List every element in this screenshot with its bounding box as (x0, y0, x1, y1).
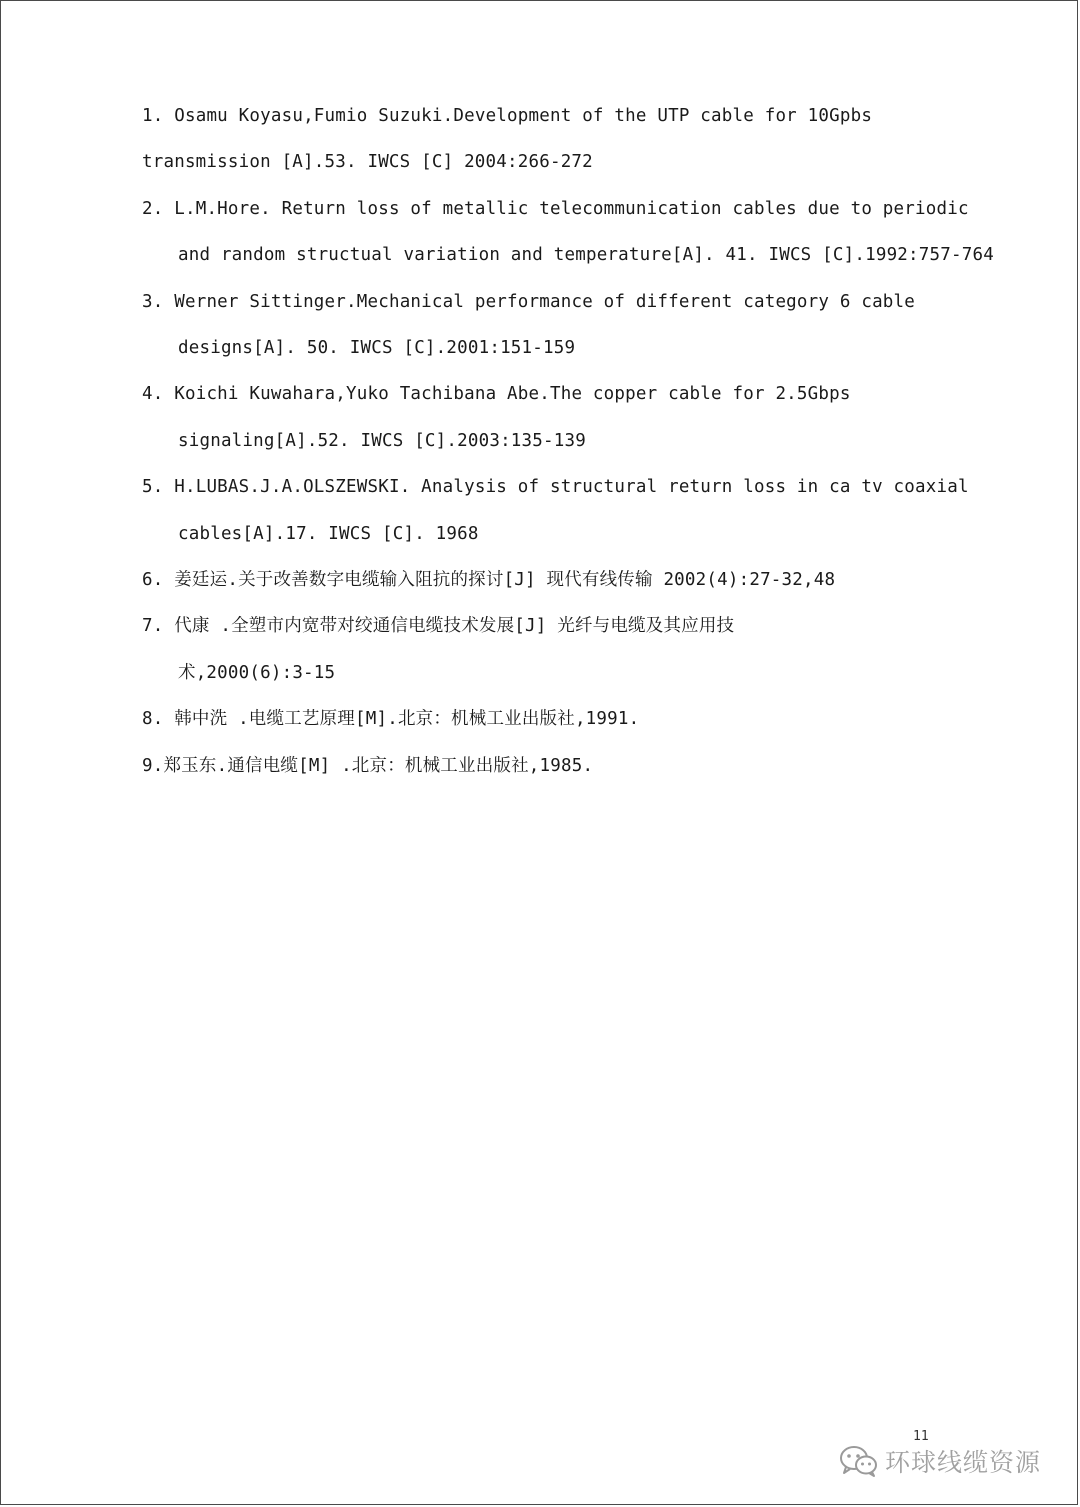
reference-line (142, 186, 969, 232)
reference-item-9 (142, 743, 962, 789)
reference-number: 8. (142, 709, 164, 730)
reference-number: 7. (142, 616, 164, 637)
reference-number: 9. (142, 755, 164, 776)
reference-text: Koichi Kuwahara,Yuko Tachibana Abe.The copper cable for 2.5Gbps (174, 384, 851, 405)
reference-item-8 (142, 696, 962, 742)
reference-item-7 (142, 603, 962, 696)
reference-text: 韩中洗 .电缆工艺原理[M].北京：机械工业出版社,1991. (174, 709, 640, 730)
reference-line (142, 93, 962, 139)
reference-text: 代康 .全塑市内宽带对绞通信电缆技术发展[J] 光纤与电缆及其应用技 (174, 616, 735, 637)
reference-line: designs[A]. 50. IWCS [C].2001:151-159 (178, 338, 576, 359)
reference-text: Werner Sittinger.Mechanical performance of different category 6 cable (174, 291, 916, 312)
reference-line (142, 279, 962, 325)
reference-line (142, 371, 962, 417)
reference-number: 1. (142, 106, 164, 126)
reference-line: signaling[A].52. IWCS [C].2003:135-139 (178, 430, 586, 451)
reference-line (142, 464, 969, 510)
reference-text: Osamu Koyasu,Fumio Suzuki.Development of the UTP cable for 10Gpbs (174, 106, 873, 126)
reference-item-6 (142, 557, 962, 603)
reference-text: 姜廷运.关于改善数字电缆输入阻抗的探讨[J] 现代有线传输 2002(4):27-32,48 (174, 570, 836, 591)
reference-number: 4. (142, 384, 164, 405)
reference-line: 术,2000(6):3-15 (178, 662, 336, 683)
reference-item-5 (142, 464, 969, 557)
reference-number: 6. (142, 570, 164, 591)
wechat-icon (839, 1444, 879, 1478)
reference-item-4 (142, 371, 962, 464)
reference-line: transmission [A].53. IWCS [C] 2004:266-272 (142, 152, 593, 173)
reference-item-2 (142, 186, 994, 279)
reference-number: 3. (142, 291, 164, 312)
reference-item-3 (142, 279, 962, 372)
reference-line: and random structual variation and temperature[A]. 41. IWCS [C].1992:757-764 (178, 245, 994, 266)
reference-line (142, 557, 962, 603)
watermark-text: 环球线缆资源 (885, 1448, 1042, 1477)
page-number: 11 (913, 1429, 929, 1444)
reference-line (142, 603, 962, 649)
reference-number: 2. (142, 198, 164, 219)
reference-text: 郑玉东.通信电缆[M] .北京：机械工业出版社,1985. (163, 755, 594, 776)
reference-number: 5. (142, 477, 164, 498)
reference-line: cables[A].17. IWCS [C]. 1968 (178, 523, 479, 544)
reference-list (142, 93, 994, 789)
reference-line (142, 696, 962, 742)
reference-line (142, 743, 962, 789)
reference-text: H.LUBAS.J.A.OLSZEWSKI. Analysis of structural return loss in ca tv coaxial (174, 477, 969, 498)
watermark (839, 1441, 1041, 1481)
reference-text: L.M.Hore. Return loss of metallic telecommunication cables due to periodic (174, 198, 969, 219)
reference-item-1 (142, 93, 962, 186)
